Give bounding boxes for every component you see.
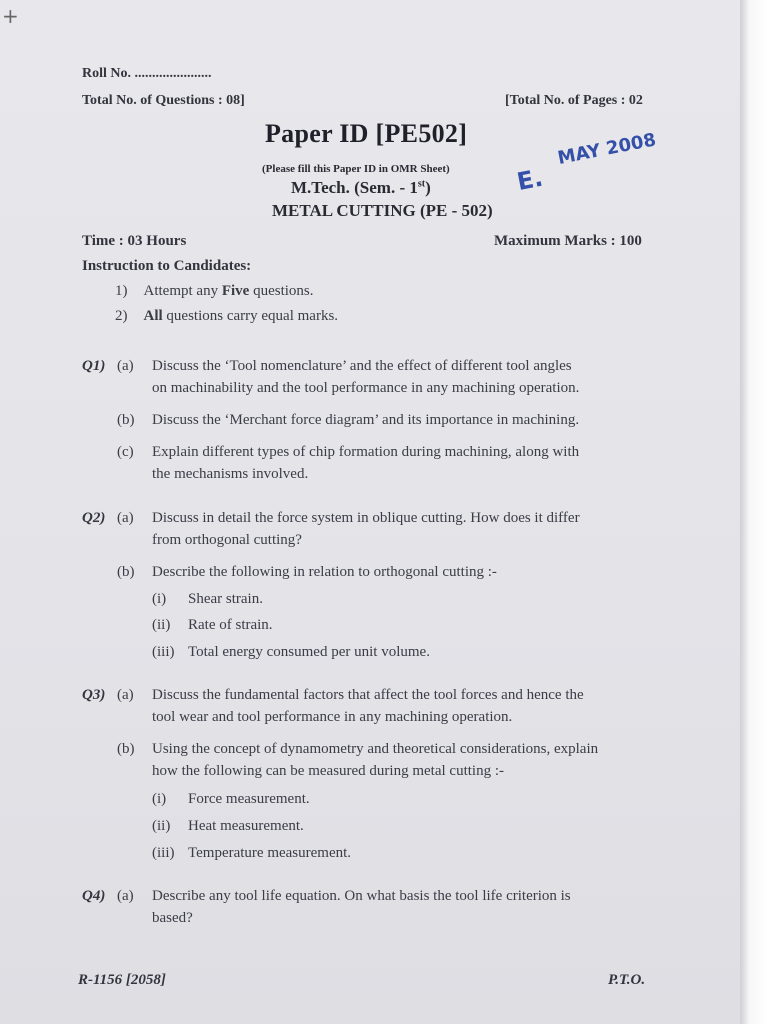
question-2-number: Q2) [82,510,106,526]
q2-part-a-text: from orthogonal cutting? [152,532,302,548]
q3-part-b-text: how the following can be measured during metal cutting :- [152,763,504,779]
q3-part-a-label: (a) [117,687,134,703]
q2-part-b-label: (b) [117,564,135,580]
q1-part-a-text: Discuss the ‘Tool nomenclature’ and the effect of different tool angles [152,358,572,374]
total-questions: Total No. of Questions : 08] [82,93,245,108]
q1-part-c-text: Explain different types of chip formation during machining, along with [152,444,580,460]
crop-mark-icon: + [2,4,19,28]
instruction-item: 2) All questions carry equal marks. [115,308,339,324]
q3-item-number: (iii) [152,845,175,861]
q2-item-number: (i) [152,591,167,607]
q4-part-a-text: based? [152,910,193,926]
paper-edge [740,0,768,1024]
q3-item-text: Force measurement. [188,791,310,807]
q2-item-text: Total energy consumed per unit volume. [188,644,430,660]
q3-part-b-text: Using the concept of dynamometry and theoretical considerations, explain [152,741,599,757]
question-4-number: Q4) [82,888,106,904]
q4-part-a-label: (a) [117,888,134,904]
q3-item-text: Temperature measurement. [188,845,352,861]
q3-part-a-text: Discuss the fundamental factors that affect the tool forces and hence the [152,687,584,703]
omr-note: (Please fill this Paper ID in OMR Sheet) [262,163,450,175]
instruction-item: 1) Attempt any Five questions. [115,283,314,299]
q3-part-a-text: tool wear and tool performance in any machining operation. [152,709,513,725]
q4-part-a-text: Describe any tool life equation. On what basis the tool life criterion is [152,888,571,904]
roll-number-field: Roll No. ...................... [82,66,212,81]
q1-part-c-label: (c) [117,444,134,460]
q1-part-c-text: the mechanisms involved. [152,466,309,482]
q3-item-number: (i) [152,791,167,807]
total-pages: [Total No. of Pages : 02 [505,93,643,108]
please-turn-over: P.T.O. [608,972,646,988]
maximum-marks: Maximum Marks : 100 [494,233,642,249]
q2-item-text: Shear strain. [188,591,263,607]
q2-item-text: Rate of strain. [188,617,273,633]
instructions-heading: Instruction to Candidates: [82,258,252,274]
q3-item-text: Heat measurement. [188,818,304,834]
course-name: M.Tech. (Sem. - 1st) [291,178,431,197]
q2-part-a-label: (a) [117,510,134,526]
question-3-number: Q3) [82,687,106,703]
paper-code-footer: R-1156 [2058] [78,972,166,988]
q3-item-number: (ii) [152,818,171,834]
q2-item-number: (iii) [152,644,175,660]
question-1-number: Q1) [82,358,106,374]
q2-item-number: (ii) [152,617,171,633]
exam-duration: Time : 03 Hours [82,233,187,249]
q1-part-b-label: (b) [117,412,135,428]
paper-id-title: Paper ID [PE502] [265,119,468,148]
q1-part-a-label: (a) [117,358,134,374]
q1-part-b-text: Discuss the ‘Merchant force diagram’ and its importance in machining. [152,412,580,428]
q2-part-b-text: Describe the following in relation to orthogonal cutting :- [152,564,497,580]
stamp-letter: E. [514,163,546,196]
q3-part-b-label: (b) [117,741,135,757]
stamp-date: MAY 2008 [555,129,658,169]
q2-part-a-text: Discuss in detail the force system in oblique cutting. How does it differ [152,510,580,526]
subject-title: METAL CUTTING (PE - 502) [272,201,493,220]
q1-part-a-text: on machinability and the tool performance in any machining operation. [152,380,580,396]
